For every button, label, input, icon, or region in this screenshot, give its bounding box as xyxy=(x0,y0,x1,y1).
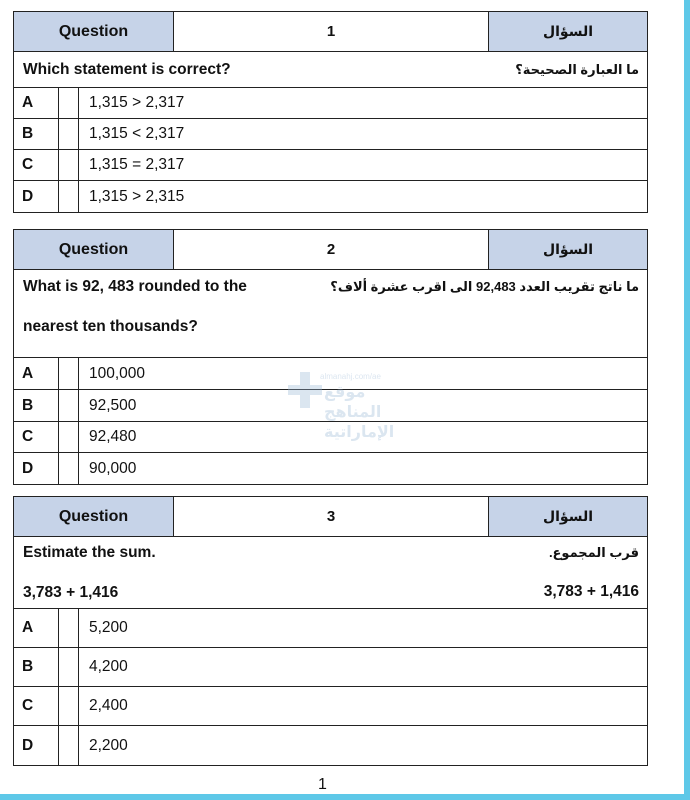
option-letter: D xyxy=(14,181,59,212)
option-letter: A xyxy=(14,609,59,647)
question-number: 2 xyxy=(174,230,489,269)
option-row[interactable] xyxy=(14,609,647,648)
question-label: Question xyxy=(14,230,174,269)
option-checkbox-cell[interactable] xyxy=(59,358,79,389)
option-value: 5,200 xyxy=(89,619,128,636)
option-row[interactable] xyxy=(14,648,647,687)
option-checkbox-cell[interactable] xyxy=(59,687,79,725)
option-checkbox-cell[interactable] xyxy=(59,648,79,686)
stem-english-line-1: What is 92, 483 rounded to the xyxy=(23,278,247,295)
option-value: 92,500 xyxy=(89,396,137,414)
watermark-site: almanahj.com/ae xyxy=(320,372,381,381)
option-checkbox-cell[interactable] xyxy=(59,609,79,647)
option-letter: B xyxy=(14,390,59,421)
option-value: 1,315 > 2,315 xyxy=(89,187,185,205)
option-row[interactable] xyxy=(14,181,647,212)
expression-arabic: 3,783 + 1,416 xyxy=(543,583,639,600)
stem-arabic: ما ناتج تقريب العدد 92,483 الى اقرب عشرة ألاف؟ xyxy=(330,279,639,294)
option-checkbox-cell[interactable] xyxy=(59,726,79,765)
option-value: 2,400 xyxy=(89,697,128,714)
option-value: 100,000 xyxy=(89,364,146,382)
option-row[interactable] xyxy=(14,453,647,484)
question-3-block xyxy=(13,496,648,766)
question-1-header xyxy=(14,12,647,52)
option-checkbox-cell[interactable] xyxy=(59,88,79,118)
watermark-text: موقع المناهج الإماراتية xyxy=(324,384,395,441)
question-label: Question xyxy=(14,497,174,536)
question-number: 3 xyxy=(174,497,489,536)
option-letter: C xyxy=(14,150,59,180)
option-row[interactable] xyxy=(14,88,647,119)
question-2-block xyxy=(13,229,648,485)
question-2-header xyxy=(14,230,647,270)
option-value: 2,200 xyxy=(89,736,128,754)
option-letter: B xyxy=(14,119,59,149)
option-checkbox-cell[interactable] xyxy=(59,390,79,421)
option-value: 4,200 xyxy=(89,658,128,675)
question-2-stem xyxy=(14,270,647,358)
option-value: 90,000 xyxy=(89,459,137,477)
option-row[interactable] xyxy=(14,150,647,181)
option-checkbox-cell[interactable] xyxy=(59,453,79,484)
question-label: Question xyxy=(14,12,174,51)
option-letter: A xyxy=(14,358,59,389)
option-value: 1,315 < 2,317 xyxy=(89,125,185,142)
option-letter: C xyxy=(14,687,59,725)
option-letter: C xyxy=(14,422,59,452)
option-checkbox-cell[interactable] xyxy=(59,422,79,452)
option-value: 1,315 > 2,317 xyxy=(89,94,185,111)
option-letter: D xyxy=(14,726,59,765)
stem-english-line-2: nearest ten thousands? xyxy=(23,318,198,335)
option-letter: B xyxy=(14,648,59,686)
stem-arabic: ما العبارة الصحيحة؟ xyxy=(515,62,639,77)
expression-english: 3,783 + 1,416 xyxy=(23,584,119,601)
question-1-stem xyxy=(14,52,647,88)
question-3-stem xyxy=(14,537,647,609)
option-row[interactable] xyxy=(14,687,647,726)
option-checkbox-cell[interactable] xyxy=(59,119,79,149)
question-label-arabic: السؤال xyxy=(489,230,647,269)
page-number: 1 xyxy=(318,776,327,793)
question-label-arabic: السؤال xyxy=(489,12,647,51)
option-checkbox-cell[interactable] xyxy=(59,181,79,212)
question-number: 1 xyxy=(174,12,489,51)
option-value: 92,480 xyxy=(89,428,137,445)
option-letter: A xyxy=(14,88,59,118)
stem-arabic: قرب المجموع. xyxy=(548,545,639,560)
stem-english: Estimate the sum. xyxy=(23,544,156,561)
option-checkbox-cell[interactable] xyxy=(59,150,79,180)
option-letter: D xyxy=(14,453,59,484)
plus-icon-bar xyxy=(288,385,322,395)
option-value: 1,315 = 2,317 xyxy=(89,156,185,173)
option-row[interactable] xyxy=(14,119,647,150)
question-1-block xyxy=(13,11,648,213)
stem-english: Which statement is correct? xyxy=(23,61,231,78)
question-3-header xyxy=(14,497,647,537)
option-row[interactable] xyxy=(14,726,647,765)
question-label-arabic: السؤال xyxy=(489,497,647,536)
watermark-logo xyxy=(288,372,418,441)
